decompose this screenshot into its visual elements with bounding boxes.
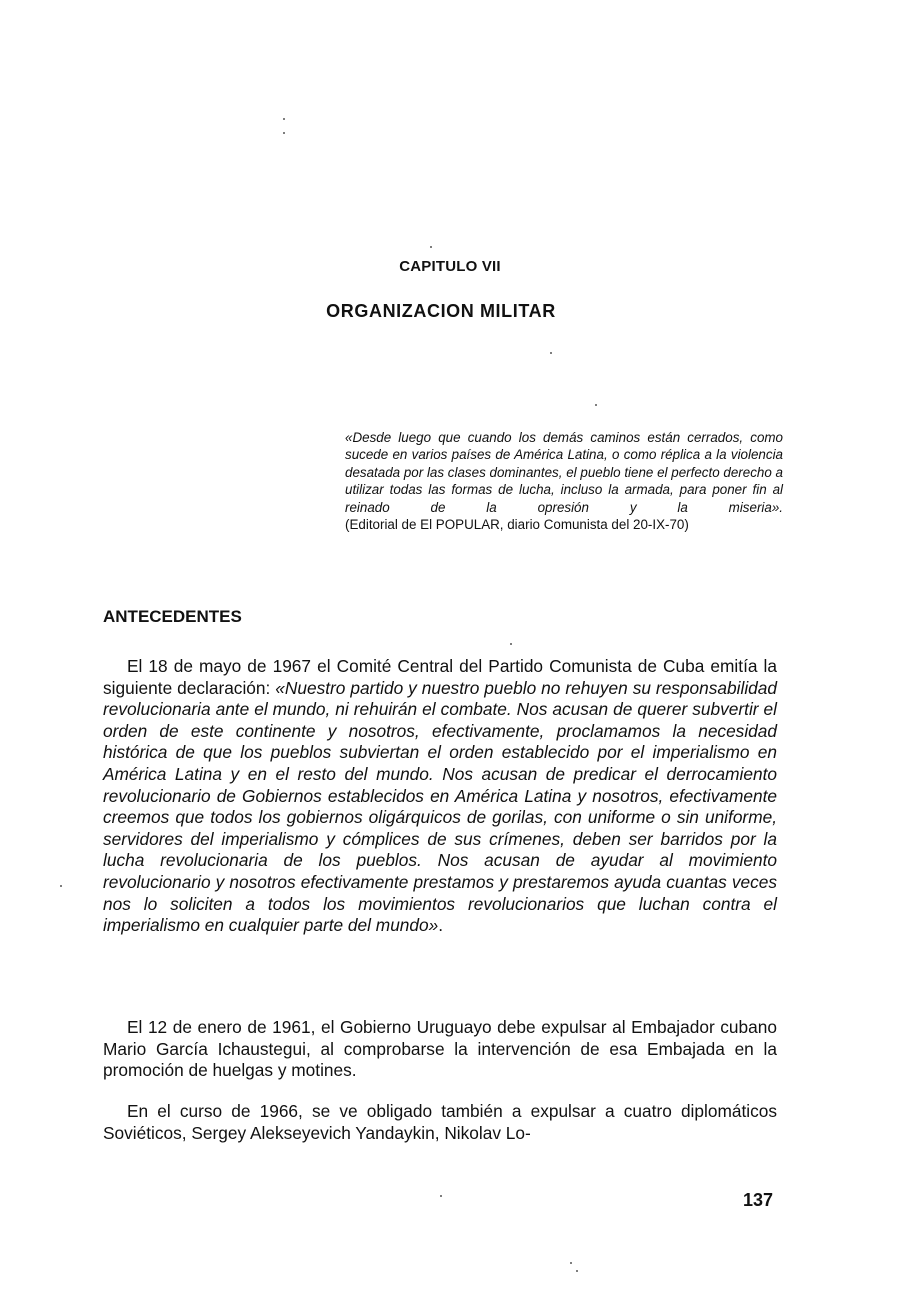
paragraph-1-end: . bbox=[438, 915, 444, 936]
chapter-number: CAPITULO VII bbox=[399, 258, 501, 275]
section-heading: ANTECEDENTES bbox=[103, 607, 242, 626]
scan-speck bbox=[576, 1270, 578, 1272]
body-paragraph-2 bbox=[103, 1017, 777, 1082]
scan-speck bbox=[283, 118, 285, 120]
epigraph-quote bbox=[345, 429, 783, 533]
paragraph-3-text: En el curso de 1966, se ve obligado también a expulsar a cuatro diplomáticos Soviéticos, Sergey Alekseyevich Yandaykin, Nikolav Lo- bbox=[103, 1101, 777, 1143]
epigraph bbox=[345, 429, 783, 533]
scan-speck bbox=[570, 1262, 572, 1264]
body-paragraph-3 bbox=[103, 1101, 777, 1144]
chapter-title: ORGANIZACION MILITAR bbox=[326, 301, 556, 321]
paragraph-2-text: El 12 de enero de 1961, el Gobierno Uruguayo debe expulsar al Embajador cubano Mario García Ichaustegui, al comprobarse la intervención de esa Embajada en la promoción de huelgas y motines. bbox=[103, 1017, 777, 1081]
paragraph-1-intro: El 18 de mayo de 1967 el Comité Central del Partido Comunista de Cuba emitía la siguiente declaración: bbox=[103, 656, 777, 698]
paragraph-1-quote: «Nuestro partido y nuestro pueblo no rehuyen su responsabilidad revolucionaria ante el mundo, ni rehuirán el combate. Nos acusan de querer subvertir el orden de este continente y nosotros, efectivamente, proclamamos la necesidad histórica de que los pueblos subviertan el orden establecido por el imperialismo en América Latina y en el resto del mundo. Nos acusan de predicar el derrocamiento revolucionario de Gobiernos establecidos en América Latina y nosotros, efectivamente creemos que todos los gobiernos oligárquicos de gorilas, con uniforme o sin uniforme, servidores del imperialismo y cómplices de sus crímenes, deben ser barridos por la lucha revolucionaria de los pueblos. Nos acusan de ayudar al movimiento revolucionario y nosotros efectivamente prestamos y prestaremos ayuda cuantas veces nos lo soliciten a todos los movimientos revolucionarios que luchan contra el imperialismo en cualquier parte del mundo» bbox=[103, 677, 777, 936]
scan-speck bbox=[550, 352, 552, 354]
epigraph-source: (Editorial de El POPULAR, diario Comunista del 20-IX-70) bbox=[345, 517, 689, 533]
scan-speck bbox=[60, 885, 62, 887]
scan-speck bbox=[440, 1195, 442, 1197]
scan-speck bbox=[510, 643, 512, 645]
body-paragraph-1 bbox=[103, 656, 777, 937]
scan-speck bbox=[283, 132, 285, 134]
scan-speck bbox=[595, 404, 597, 406]
epigraph-quote-text: «Desde luego que cuando los demás caminos están cerrados, como sucede en varios países de América Latina, o como réplica a la violencia desatada por las clases dominantes, el pueblo tiene el perfecto derecho a utilizar todas las formas de lucha, incluso la armada, para poner fin al reinado de la opresión y la miseria». bbox=[345, 430, 783, 515]
page-number: 137 bbox=[743, 1190, 774, 1210]
scan-speck bbox=[430, 246, 432, 248]
